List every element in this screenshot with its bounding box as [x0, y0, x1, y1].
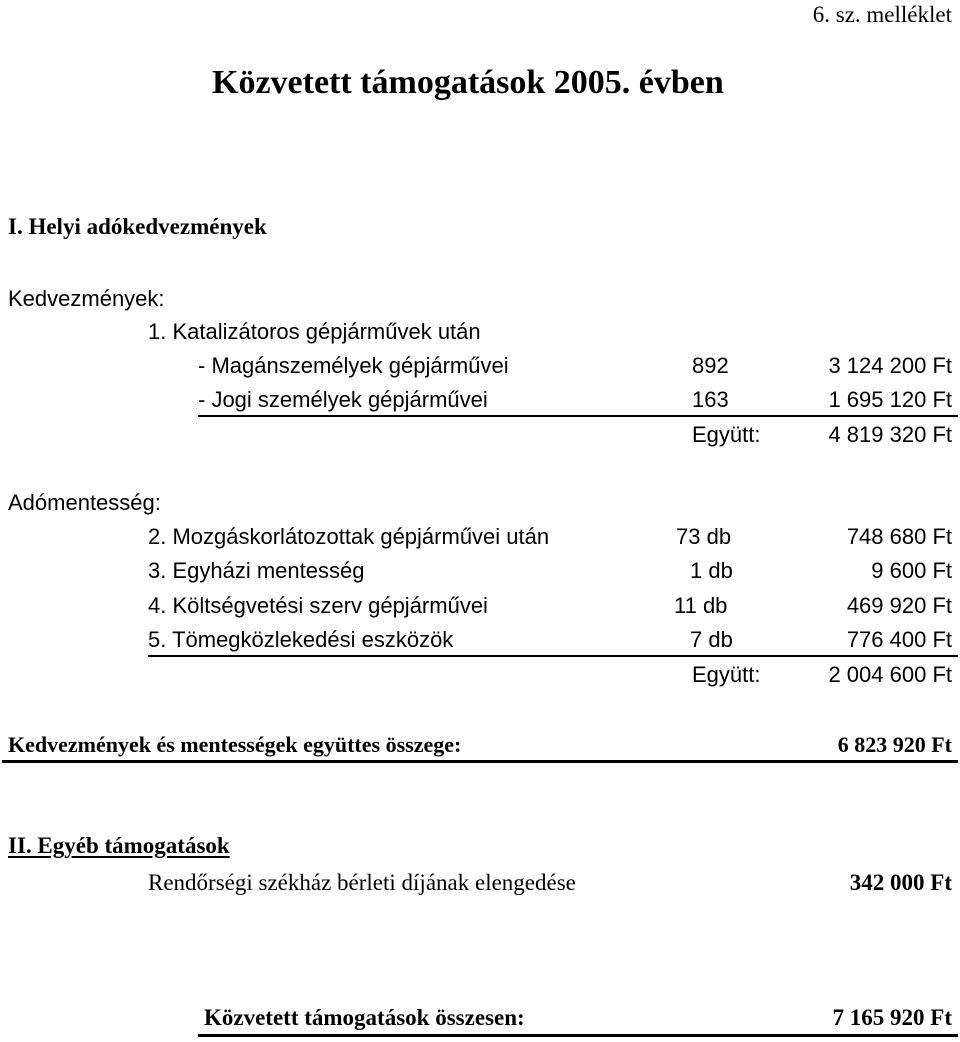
grand-total-label: Közvetett támogatások összesen: [204, 1005, 525, 1030]
exempt-subtotal-label: Együtt: [692, 662, 761, 687]
exempt-row-count: 73 db [676, 524, 732, 549]
exempt-row-label: 5. Tömegközlekedési eszközök [148, 627, 454, 652]
row-count-jogi-szemelyek: 163 [692, 387, 729, 412]
section-1-heading: I. Helyi adókedvezmények [8, 214, 267, 239]
subtotal-rule [198, 415, 958, 417]
exempt-subtotal-amount: 2 004 600 Ft [828, 662, 952, 687]
kedvezmenyek-label: Kedvezmények: [8, 286, 165, 311]
adomentesseg-label: Adómentesség: [8, 490, 161, 515]
section-2-heading: II. Egyéb támogatások [8, 833, 230, 858]
annex-label: 6. sz. melléklet [812, 2, 952, 27]
section-1-total-label: Kedvezmények és mentességek együttes összege: [8, 732, 462, 757]
exempt-row-count: 1 db [690, 558, 733, 583]
exempt-row-amount: 9 600 Ft [871, 558, 952, 583]
exempt-row-count: 7 db [690, 627, 733, 652]
row-count-maganszemelyek: 892 [692, 353, 729, 378]
row-label-jogi-szemelyek: - Jogi személyek gépjárművei [198, 387, 488, 412]
exempt-row-label: 2. Mozgáskorlátozottak gépjárművei után [148, 524, 550, 549]
exempt-row-label: 4. Költségvetési szerv gépjárművei [148, 593, 488, 618]
exempt-subtotal-rule [148, 655, 958, 657]
section-1-total-amount: 6 823 920 Ft [837, 732, 952, 757]
exempt-row-label: 3. Egyházi mentesség [148, 558, 365, 583]
grand-total-rule [198, 1034, 958, 1037]
exempt-row-amount: 776 400 Ft [846, 627, 952, 652]
grand-total-amount: 7 165 920 Ft [832, 1005, 952, 1030]
page-title: Közvetett támogatások 2005. évben [212, 64, 724, 101]
group-title: 1. Katalizátoros gépjárművek után [148, 319, 481, 344]
section-1-total-rule [2, 760, 958, 763]
exempt-row-count: 11 db [674, 593, 728, 618]
row-amount-maganszemelyek: 3 124 200 Ft [828, 353, 952, 378]
row-amount-jogi-szemelyek: 1 695 120 Ft [828, 387, 952, 412]
row-label-maganszemelyek: - Magánszemélyek gépjárművei [198, 353, 509, 378]
subtotal-amount: 4 819 320 Ft [828, 422, 952, 447]
exempt-row-amount: 748 680 Ft [846, 524, 952, 549]
section-2-item-label: Rendőrségi székház bérleti díjának elengedése [148, 870, 576, 895]
exempt-row-amount: 469 920 Ft [846, 593, 952, 618]
section-2-item-amount: 342 000 Ft [849, 870, 952, 895]
subtotal-label: Együtt: [692, 422, 761, 447]
